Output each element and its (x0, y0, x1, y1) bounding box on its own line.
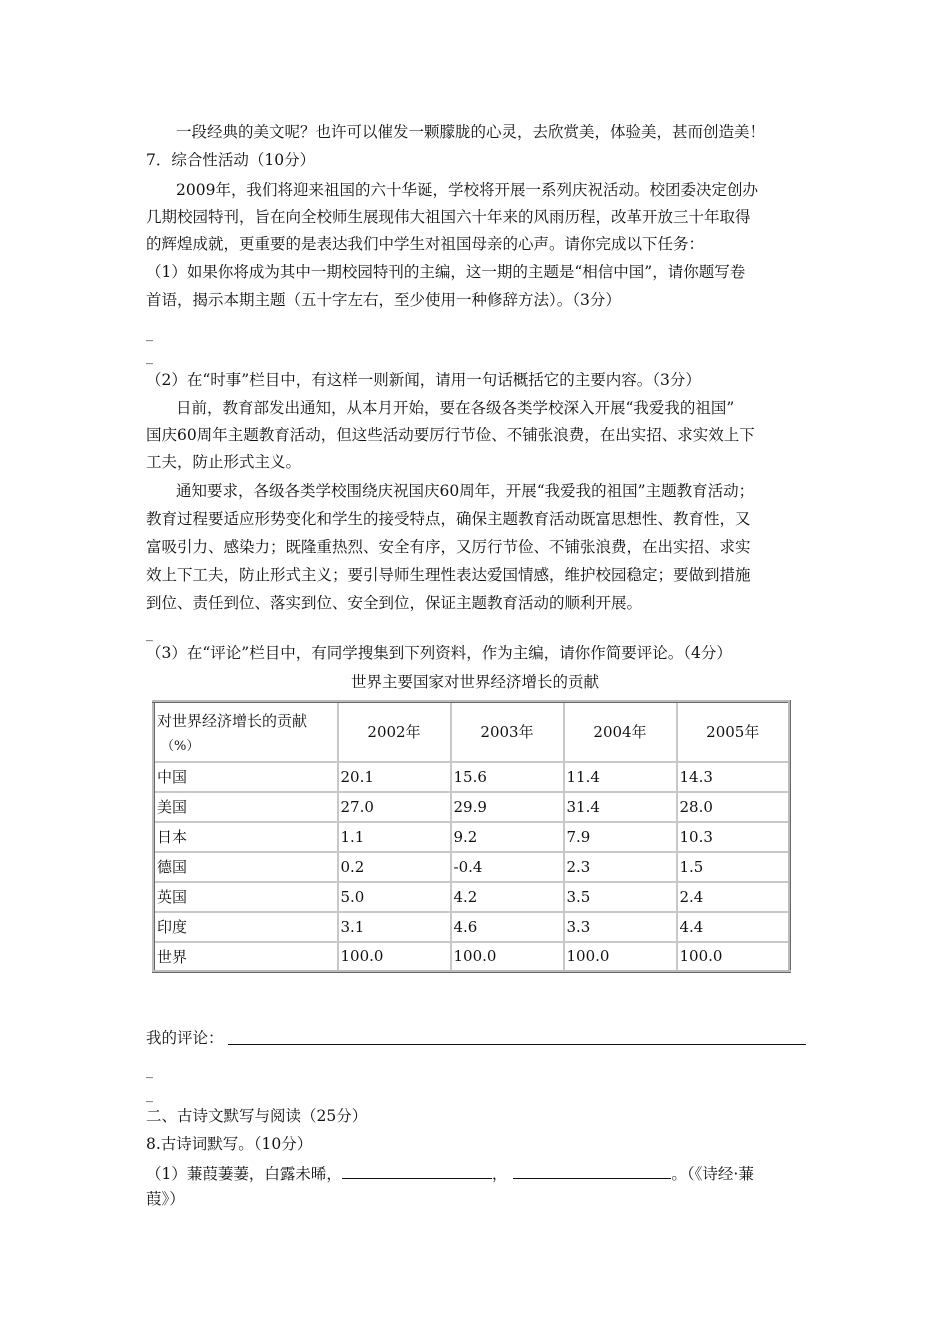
value-cell: 20.1 (338, 762, 451, 792)
task-1-line: （1）如果你将成为其中一期校园特刊的主编，这一期的主题是“相信中国”，请你题写卷 (146, 263, 746, 281)
value-cell: 28.0 (677, 792, 790, 822)
table-row (154, 822, 790, 852)
country-cell: 中国 (154, 762, 338, 792)
country-cell: 德国 (154, 852, 338, 882)
question-7-title: 7．综合性活动（10分） (146, 151, 316, 169)
value-cell: 27.0 (338, 792, 451, 822)
value-cell: 100.0 (564, 942, 677, 972)
table-row (154, 912, 790, 942)
value-cell: 4.2 (451, 882, 564, 912)
country-cell: 日本 (154, 822, 338, 852)
poem-source: 。（《诗经·蒹 (671, 1165, 754, 1183)
value-cell: 9.2 (451, 822, 564, 852)
value-cell: 14.3 (677, 762, 790, 792)
fill-blank-2[interactable] (513, 1162, 671, 1179)
value-cell: 3.1 (338, 912, 451, 942)
value-cell: -0.4 (451, 852, 564, 882)
value-cell: 31.4 (564, 792, 677, 822)
year-header-cell: 2002年 (338, 702, 451, 762)
value-cell: 5.0 (338, 882, 451, 912)
value-cell: 4.6 (451, 912, 564, 942)
value-cell: 2.4 (677, 882, 790, 912)
news-paragraph-2-line: 到位、责任到位、落实到位、安全到位，保证主题教育活动的顺利开展。 (146, 594, 643, 612)
value-cell: 100.0 (338, 942, 451, 972)
table-header-label: 对世界经济增长的贡献 (157, 711, 308, 730)
news-paragraph-2-line: 教育过程要适应形势变化和学生的接受特点，确保主题教育活动既富思想性、教育性，又 (146, 510, 751, 528)
news-paragraph-2-line: 富吸引力、感染力；既隆重热烈、安全有序，又厉行节俭、不铺张浪费，在出实招、求实 (146, 538, 751, 556)
question-7-intro-line: 几期校园特刊，旨在向全校师生展现伟大祖国六十年来的风雨历程，改革开放三十年取得 (146, 208, 751, 226)
table-caption: 世界主要国家对世界经济增长的贡献 (350, 673, 599, 691)
year-header-cell: 2003年 (451, 702, 564, 762)
value-cell: 1.5 (677, 852, 790, 882)
table-row (154, 792, 790, 822)
country-cell: 美国 (154, 792, 338, 822)
value-cell: 11.4 (564, 762, 677, 792)
value-cell: 15.6 (451, 762, 564, 792)
answer-blank-dash[interactable]: _ (146, 326, 153, 342)
poem-comma: ， (491, 1165, 508, 1183)
question-8-item-1 (146, 1162, 754, 1184)
question-7-intro-line: 的辉煌成就，更重要的是表达我们中学生对祖国母亲的心声。请你完成以下任务： (146, 235, 705, 253)
value-cell: 3.3 (564, 912, 677, 942)
value-cell: 7.9 (564, 822, 677, 852)
country-cell: 印度 (154, 912, 338, 942)
poem-line-prompt: （1）蒹葭萋萋，白露未晞， (146, 1165, 342, 1183)
country-cell: 英国 (154, 882, 338, 912)
answer-blank-dash[interactable]: _ (146, 349, 153, 365)
task-2-title: （2）在“时事”栏目中，有这样一则新闻，请用一句话概括它的主要内容。（3分） (146, 371, 701, 389)
country-cell: 世界 (154, 942, 338, 972)
value-cell: 3.5 (564, 882, 677, 912)
news-paragraph-1-line: 国庆60周年主题教育活动，但这些活动要厉行节俭、不铺张浪费，在出实招、求实效上下 (146, 426, 755, 444)
answer-blank-dash[interactable]: _ (146, 626, 153, 642)
value-cell: 10.3 (677, 822, 790, 852)
answer-blank-dash[interactable]: _ (146, 1087, 153, 1103)
task-1-line: 首语，揭示本期主题（五十字左右，至少使用一种修辞方法）。（3分） (146, 291, 621, 309)
table-header-row (154, 702, 790, 762)
fill-blank-1[interactable] (342, 1162, 492, 1179)
answer-blank-dash[interactable]: _ (146, 1063, 153, 1079)
value-cell: 4.4 (677, 912, 790, 942)
value-cell: 100.0 (451, 942, 564, 972)
news-paragraph-1-line: 工夫，防止形式主义。 (146, 453, 302, 471)
value-cell: 2.3 (564, 852, 677, 882)
table-row (154, 762, 790, 792)
value-cell: 100.0 (677, 942, 790, 972)
year-header-cell: 2004年 (564, 702, 677, 762)
value-cell: 1.1 (338, 822, 451, 852)
question-8-title: 8.古诗词默写。（10分） (146, 1135, 313, 1153)
table-row (154, 942, 790, 972)
year-header-cell: 2005年 (677, 702, 790, 762)
table-row (154, 882, 790, 912)
question-8-item-1-cont: 葭》） (146, 1190, 185, 1208)
question-7-intro-line: 2009年，我们将迎来祖国的六十华诞，学校将开展一系列庆祝活动。校团委决定创办 (176, 181, 758, 199)
table-row (154, 852, 790, 882)
table-header-unit: （%） (161, 738, 200, 754)
news-paragraph-1-line: 日前，教育部发出通知，从本月开始，要在各级各类学校深入开展“我爱我的祖国” (176, 399, 735, 417)
table-header-label-cell (154, 702, 338, 762)
value-cell: 0.2 (338, 852, 451, 882)
news-paragraph-2-line: 通知要求，各级各类学校围绕庆祝国庆60周年，开展“我爱我的祖国”主题教育活动； (176, 482, 755, 500)
contribution-table (152, 700, 791, 973)
news-paragraph-2-line: 效上下工夫，防止形式主义；要引导师生理性表达爱国情感，维护校园稳定；要做到措施 (146, 566, 751, 584)
section-2-title: 二、古诗文默写与阅读（25分） (146, 1107, 368, 1125)
task-3-title: （3）在“评论”栏目中，有同学搜集到下列资料，作为主编，请你作简要评论。（4分） (146, 644, 732, 662)
paragraph-continuation: 一段经典的美文呢？也许可以催发一颗朦胧的心灵，去欣赏美，体验美，甚而创造美！ (176, 123, 766, 141)
comment-label: 我的评论： (146, 1029, 224, 1047)
value-cell: 29.9 (451, 792, 564, 822)
comment-answer-line[interactable] (228, 1044, 806, 1045)
